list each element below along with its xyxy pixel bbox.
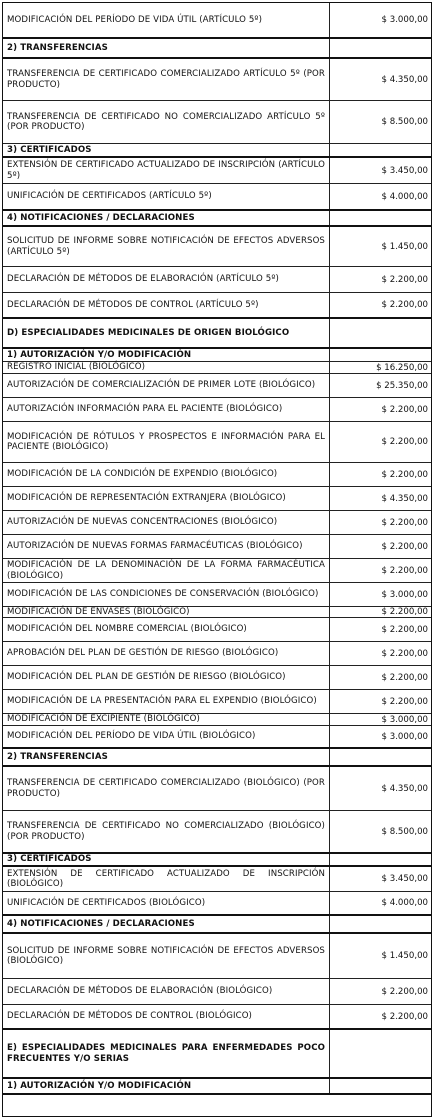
fee-description [7,934,325,978]
row-text-modificacion-de-las-condiciones-de-conse: MODIFICACIÓN DE LAS CONDICIONES DE CONSERVACIÓN (BIOLÓGICO) [7,589,319,600]
row-text-aprobacion-del-plan-de-gestion-de-riesgo: APROBACIÓN DEL PLAN DE GESTIÓN DE RIESGO (BIOLÓGICO) [7,648,279,659]
fee-description [7,398,325,421]
fee-amount: $ 4.000,00 [329,184,431,209]
fee-description [7,867,325,891]
fee-amount: $ 2.200,00 [329,535,431,558]
fee-row [3,293,431,319]
section-title [7,319,325,347]
fee-row [3,158,431,184]
fee-row [3,422,431,463]
fee-description [7,293,325,317]
fee-amount [329,319,431,347]
section-title [7,211,325,225]
fee-row [3,535,431,559]
fee-row [3,184,431,211]
fee-amount: $ 2.200,00 [329,267,431,292]
fee-description [7,690,325,713]
fee-row [3,867,431,892]
fee-amount [329,916,431,932]
fee-table [2,2,432,1117]
section-title [7,854,325,865]
fee-row [3,267,431,293]
fee-amount: $ 2.200,00 [329,463,431,486]
fee-description [7,158,325,183]
row-text-autorizacion-de-nuevas-formas-farmaceuti: AUTORIZACIÓN DE NUEVAS FORMAS FARMACÉUTICAS (BIOLÓGICO) [7,541,303,552]
fee-amount [329,39,431,57]
fee-amount [329,211,431,225]
row-text-declaracion-de-metodos-de-elaboracion-bi: DECLARACIÓN DE MÉTODOS DE ELABORACIÓN (BIOLÓGICO) [7,986,273,997]
fee-amount [329,854,431,865]
row-text-unificacion-de-certificados-articulo-5: UNIFICACIÓN DE CERTIFICADOS (ARTÍCULO 5º) [7,191,212,202]
row-text-modificacion-de-excipiente-biologico: MODIFICACIÓN DE EXCIPIENTE (BIOLÓGICO) [7,714,200,725]
fee-row [3,666,431,690]
fee-row [3,642,431,666]
section-header-row [3,144,431,158]
fee-amount [329,749,431,765]
fee-row [3,3,431,39]
fee-amount [329,1079,431,1093]
fee-description [7,666,325,689]
fee-row [3,374,431,398]
fee-row [3,690,431,714]
fee-description [7,714,325,725]
row-text-modificacion-del-nombre-comercial-biolog: MODIFICACIÓN DEL NOMBRE COMERCIAL (BIOLÓGICO) [7,624,247,635]
fee-row [3,101,431,144]
section-header-row [3,1079,431,1095]
fee-description [7,535,325,558]
row-text-unificacion-de-certificados-biologico: UNIFICACIÓN DE CERTIFICADOS (BIOLÓGICO) [7,897,206,908]
fee-description [7,3,325,37]
section-header-row [3,854,431,867]
fee-description [7,979,325,1004]
fee-row [3,487,431,511]
fee-description [7,59,325,100]
fee-amount: $ 25.350,00 [329,374,431,397]
section-title [7,1030,325,1077]
fee-description [7,267,325,292]
fee-amount: $ 2.200,00 [329,398,431,421]
row-text-modificacion-del-plan-de-gestion-de-ries: MODIFICACIÓN DEL PLAN DE GESTIÓN DE RIESGO (BIOLÓGICO) [7,672,286,683]
fee-description [7,511,325,534]
fee-description [7,374,325,397]
fee-amount [329,349,431,361]
section-header-row [3,749,431,767]
fee-amount: $ 8.500,00 [329,101,431,143]
fee-amount: $ 8.500,00 [329,811,431,852]
row-text-4-notificaciones-declaraciones: 4) NOTIFICACIONES / DECLARACIONES [7,212,195,223]
row-text-modificacion-del-periodo-de-vida-util-ar: MODIFICACIÓN DEL PERÍODO DE VIDA ÚTIL (ARTÍCULO 5º) [7,14,263,25]
section-title [7,749,325,765]
fee-amount: $ 3.000,00 [329,3,431,37]
fee-amount: $ 2.200,00 [329,422,431,462]
fee-row [3,583,431,607]
fee-row [3,767,431,811]
fee-description [7,487,325,510]
row-text-modificacion-de-la-denominacion-de-la-fo: MODIFICACIÓN DE LA DENOMINACIÓN DE LA FORMA FARMACÉUTICA (BIOLÓGICO) [7,560,325,581]
row-text-declaracion-de-metodos-de-control-articu: DECLARACIÓN DE MÉTODOS DE CONTROL (ARTÍCULO 5º) [7,299,259,310]
row-text-autorizacion-de-nuevas-concentraciones-b: AUTORIZACIÓN DE NUEVAS CONCENTRACIONES (BIOLÓGICO) [7,517,278,528]
row-text-3-certificados: 3) CERTIFICADOS [7,144,92,155]
fee-row [3,463,431,487]
fee-amount: $ 3.000,00 [329,583,431,606]
fee-description [7,583,325,606]
fee-amount: $ 2.200,00 [329,607,431,617]
row-text-2-transferencias: 2) TRANSFERENCIAS [7,751,108,762]
fee-amount: $ 2.200,00 [329,293,431,317]
fee-amount: $ 3.000,00 [329,726,431,747]
row-text-modificacion-del-periodo-de-vida-util-bi: MODIFICACIÓN DEL PERÍODO DE VIDA ÚTIL (BIOLÓGICO) [7,731,256,742]
fee-amount [329,144,431,156]
fee-amount: $ 16.250,00 [329,362,431,373]
section-title [7,349,325,361]
fee-description [7,811,325,852]
fee-description [7,227,325,266]
row-text-3-certificados: 3) CERTIFICADOS [7,854,92,865]
fee-amount: $ 2.200,00 [329,511,431,534]
row-text-transferencia-de-certificado-comercializ: TRANSFERENCIA DE CERTIFICADO COMERCIALIZADO (BIOLÓGICO) (POR PRODUCTO) [7,778,325,799]
fee-amount: $ 2.200,00 [329,1005,431,1028]
fee-row [3,726,431,749]
row-text-modificacion-de-representacion-extranjer: MODIFICACIÓN DE REPRESENTACIÓN EXTRANJERA (BIOLÓGICO) [7,493,286,504]
fee-amount: $ 2.200,00 [329,618,431,641]
fee-amount: $ 1.450,00 [329,934,431,978]
section-title [7,39,325,57]
row-text-transferencia-de-certificado-comercializ: TRANSFERENCIA DE CERTIFICADO COMERCIALIZADO ARTÍCULO 5º (POR PRODUCTO) [7,69,325,90]
fee-row [3,559,431,583]
fee-amount: $ 2.200,00 [329,559,431,582]
fee-row [3,934,431,979]
fee-description [7,726,325,747]
fee-amount: $ 4.350,00 [329,767,431,810]
section-header-row [3,916,431,934]
fee-row [3,811,431,854]
row-text-transferencia-de-certificado-no-comercia: TRANSFERENCIA DE CERTIFICADO NO COMERCIALIZADO (BIOLÓGICO) (POR PRODUCTO) [7,821,325,842]
row-text-modificacion-de-la-condicion-de-expendio: MODIFICACIÓN DE LA CONDICIÓN DE EXPENDIO (BIOLÓGICO) [7,469,278,480]
section-header-row [3,1030,431,1079]
fee-row [3,362,431,374]
fee-amount: $ 3.000,00 [329,714,431,725]
fee-amount: $ 2.200,00 [329,979,431,1004]
row-text-modificacion-de-la-presentacion-para-el-: MODIFICACIÓN DE LA PRESENTACIÓN PARA EL EXPENDIO (BIOLÓGICO) [7,696,317,707]
section-title [7,144,325,156]
row-text-registro-inicial-biologico: REGISTRO INICIAL (BIOLÓGICO) [7,362,146,373]
fee-row [3,979,431,1005]
row-text-2-transferencias: 2) TRANSFERENCIAS [7,42,108,53]
fee-row [3,398,431,422]
fee-description [7,618,325,641]
fee-amount: $ 2.200,00 [329,690,431,713]
fee-description [7,422,325,462]
fee-row [3,607,431,618]
fee-amount: $ 3.450,00 [329,867,431,891]
section-title [7,916,325,932]
fee-row [3,511,431,535]
fee-description [7,559,325,582]
fee-description [7,607,325,617]
fee-row [3,227,431,267]
row-text-modificacion-de-rotulos-y-prospectos-e-i: MODIFICACIÓN DE RÓTULOS Y PROSPECTOS E INFORMACIÓN PARA EL PACIENTE (BIOLÓGICO) [7,431,325,452]
row-text-transferencia-de-certificado-no-comercia: TRANSFERENCIA DE CERTIFICADO NO COMERCIALIZADO ARTÍCULO 5º (POR PRODUCTO) [7,111,325,132]
row-text-autorizacion-informacion-para-el-pacient: AUTORIZACIÓN INFORMACIÓN PARA EL PACIENTE (BIOLÓGICO) [7,404,283,415]
row-text-e-especialidades-medicinales-para-enferm: E) ESPECIALIDADES MEDICINALES PARA ENFERMEDADES POCO FRECUENTES Y/O SERIAS [7,1043,325,1064]
section-header-row [3,349,431,362]
fee-description [7,642,325,665]
fee-description [7,184,325,209]
fee-amount: $ 2.200,00 [329,642,431,665]
section-title [7,1079,325,1093]
fee-description [7,463,325,486]
row-text-declaracion-de-metodos-de-elaboracion-ar: DECLARACIÓN DE MÉTODOS DE ELABORACIÓN (ARTÍCULO 5º) [7,274,279,285]
row-text-extension-de-certificado-actualizado-de-: EXTENSIÓN DE CERTIFICADO ACTUALIZADO DE INSCRIPCIÓN (ARTÍCULO 5º) [7,160,325,181]
fee-amount: $ 1.450,00 [329,227,431,266]
row-text-autorizacion-de-comercializacion-de-prim: AUTORIZACIÓN DE COMERCIALIZACIÓN DE PRIMER LOTE (BIOLÓGICO) [7,380,316,391]
row-text-extension-de-certificado-actualizado-de-: EXTENSIÓN DE CERTIFICADO ACTUALIZADO DE INSCRIPCIÓN (BIOLÓGICO) [7,868,325,889]
row-text-solicitud-de-informe-sobre-notificacion-: SOLICITUD DE INFORME SOBRE NOTIFICACIÓN DE EFECTOS ADVERSOS (ARTÍCULO 5º) [7,236,325,257]
fee-amount: $ 4.000,00 [329,892,431,914]
fee-amount [329,1030,431,1077]
section-header-row [3,319,431,349]
fee-description [7,767,325,810]
row-text-1-autorizacion-y-o-modificacion: 1) AUTORIZACIÓN Y/O MODIFICACIÓN [7,1080,192,1091]
fee-row [3,618,431,642]
row-text-4-notificaciones-declaraciones: 4) NOTIFICACIONES / DECLARACIONES [7,918,195,929]
fee-description [7,892,325,914]
fee-amount: $ 4.350,00 [329,59,431,100]
fee-description [7,362,325,373]
row-text-d-especialidades-medicinales-de-origen-b: D) ESPECIALIDADES MEDICINALES DE ORIGEN BIOLÓGICO [7,327,290,338]
fee-amount: $ 4.350,00 [329,487,431,510]
fee-description [7,101,325,143]
fee-row [3,714,431,726]
row-text-solicitud-de-informe-sobre-notificacion-: SOLICITUD DE INFORME SOBRE NOTIFICACIÓN DE EFECTOS ADVERSOS (BIOLÓGICO) [7,945,325,966]
row-text-modificacion-de-envases-biologico: MODIFICACIÓN DE ENVASES (BIOLÓGICO) [7,606,190,617]
fee-description [7,1005,325,1028]
fee-row [3,1005,431,1030]
row-text-1-autorizacion-y-o-modificacion: 1) AUTORIZACIÓN Y/O MODIFICACIÓN [7,349,192,360]
fee-amount: $ 2.200,00 [329,666,431,689]
fee-amount: $ 3.450,00 [329,158,431,183]
section-header-row [3,39,431,59]
fee-row [3,59,431,101]
row-text-declaracion-de-metodos-de-control-biolog: DECLARACIÓN DE MÉTODOS DE CONTROL (BIOLÓGICO) [7,1011,253,1022]
section-header-row [3,211,431,227]
fee-row [3,892,431,916]
